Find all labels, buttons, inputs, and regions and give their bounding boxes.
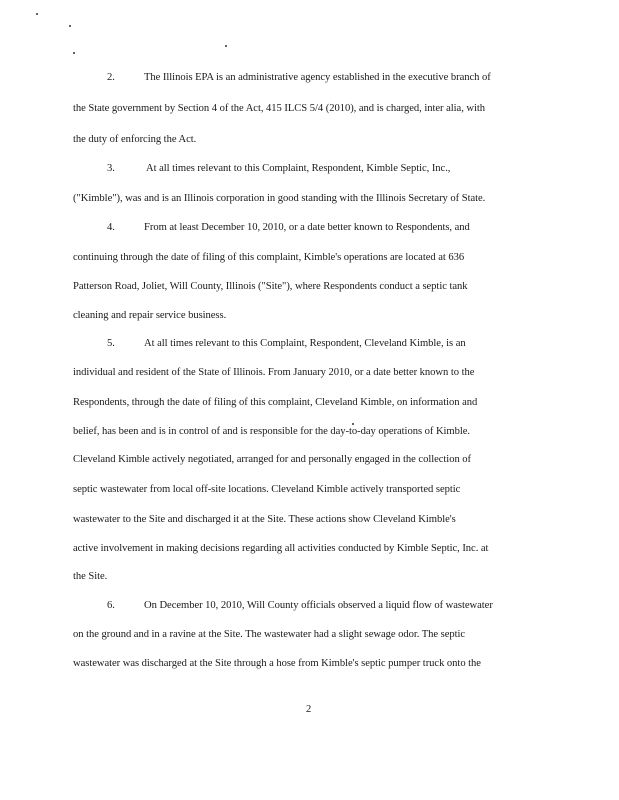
paragraph-line: On December 10, 2010, Will County officials observed a liquid flow of wastewater xyxy=(144,600,493,611)
page-number: 2 xyxy=(306,704,312,715)
paragraph-line: active involvement in making decisions regarding all activities conducted by Kimble Septic, Inc. at xyxy=(73,543,489,554)
scan-speck xyxy=(225,45,227,47)
paragraph-line: belief, has been and is in control of and is responsible for the day-to-day operations of Kimble. xyxy=(73,426,471,437)
scan-speck xyxy=(36,13,38,15)
paragraph-number: 6. xyxy=(107,600,115,611)
scan-speck xyxy=(69,25,71,27)
paragraph-line: the duty of enforcing the Act. xyxy=(73,134,197,145)
paragraph-number: 3. xyxy=(107,163,115,174)
paragraph-line: on the ground and in a ravine at the Site. The wastewater had a slight sewage odor. The septic xyxy=(73,629,466,640)
paragraph-line: the State government by Section 4 of the Act, 415 ILCS 5/4 (2010), and is charged, inter alia, with xyxy=(73,103,486,114)
paragraph-line: At all times relevant to this Complaint, Respondent, Kimble Septic, Inc., xyxy=(146,163,451,174)
paragraph-line: wastewater was discharged at the Site through a hose from Kimble's septic pumper truck onto the xyxy=(73,658,481,669)
paragraph-number: 2. xyxy=(107,72,115,83)
paragraph-line: Patterson Road, Joliet, Will County, Illinois ("Site"), where Respondents conduct a septic tank xyxy=(73,281,468,292)
paragraph-line: wastewater to the Site and discharged it at the Site. These actions show Cleveland Kimble's xyxy=(73,514,456,525)
paragraph-line: Respondents, through the date of filing of this complaint, Cleveland Kimble, on information and xyxy=(73,397,478,408)
paragraph-line: individual and resident of the State of Illinois. From January 2010, or a date better known to the xyxy=(73,367,475,378)
paragraph-line: At all times relevant to this Complaint, Respondent, Cleveland Kimble, is an xyxy=(144,338,466,349)
scan-speck xyxy=(73,52,75,54)
paragraph-line: cleaning and repair service business. xyxy=(73,310,227,321)
paragraph-line: Cleveland Kimble actively negotiated, arranged for and personally engaged in the collection of xyxy=(73,454,472,465)
paragraph-line: the Site. xyxy=(73,571,108,582)
paragraph-number: 5. xyxy=(107,338,115,349)
paragraph-number: 4. xyxy=(107,222,115,233)
paragraph-line: continuing through the date of filing of this complaint, Kimble's operations are located at 636 xyxy=(73,252,465,263)
paragraph-line: septic wastewater from local off-site locations. Cleveland Kimble actively transported septic xyxy=(73,484,461,495)
paragraph-line: The Illinois EPA is an administrative agency established in the executive branch of xyxy=(144,72,491,83)
paragraph-line: ("Kimble"), was and is an Illinois corporation in good standing with the Illinois Secretary of State. xyxy=(73,193,486,204)
paragraph-line: From at least December 10, 2010, or a date better known to Respondents, and xyxy=(144,222,470,233)
